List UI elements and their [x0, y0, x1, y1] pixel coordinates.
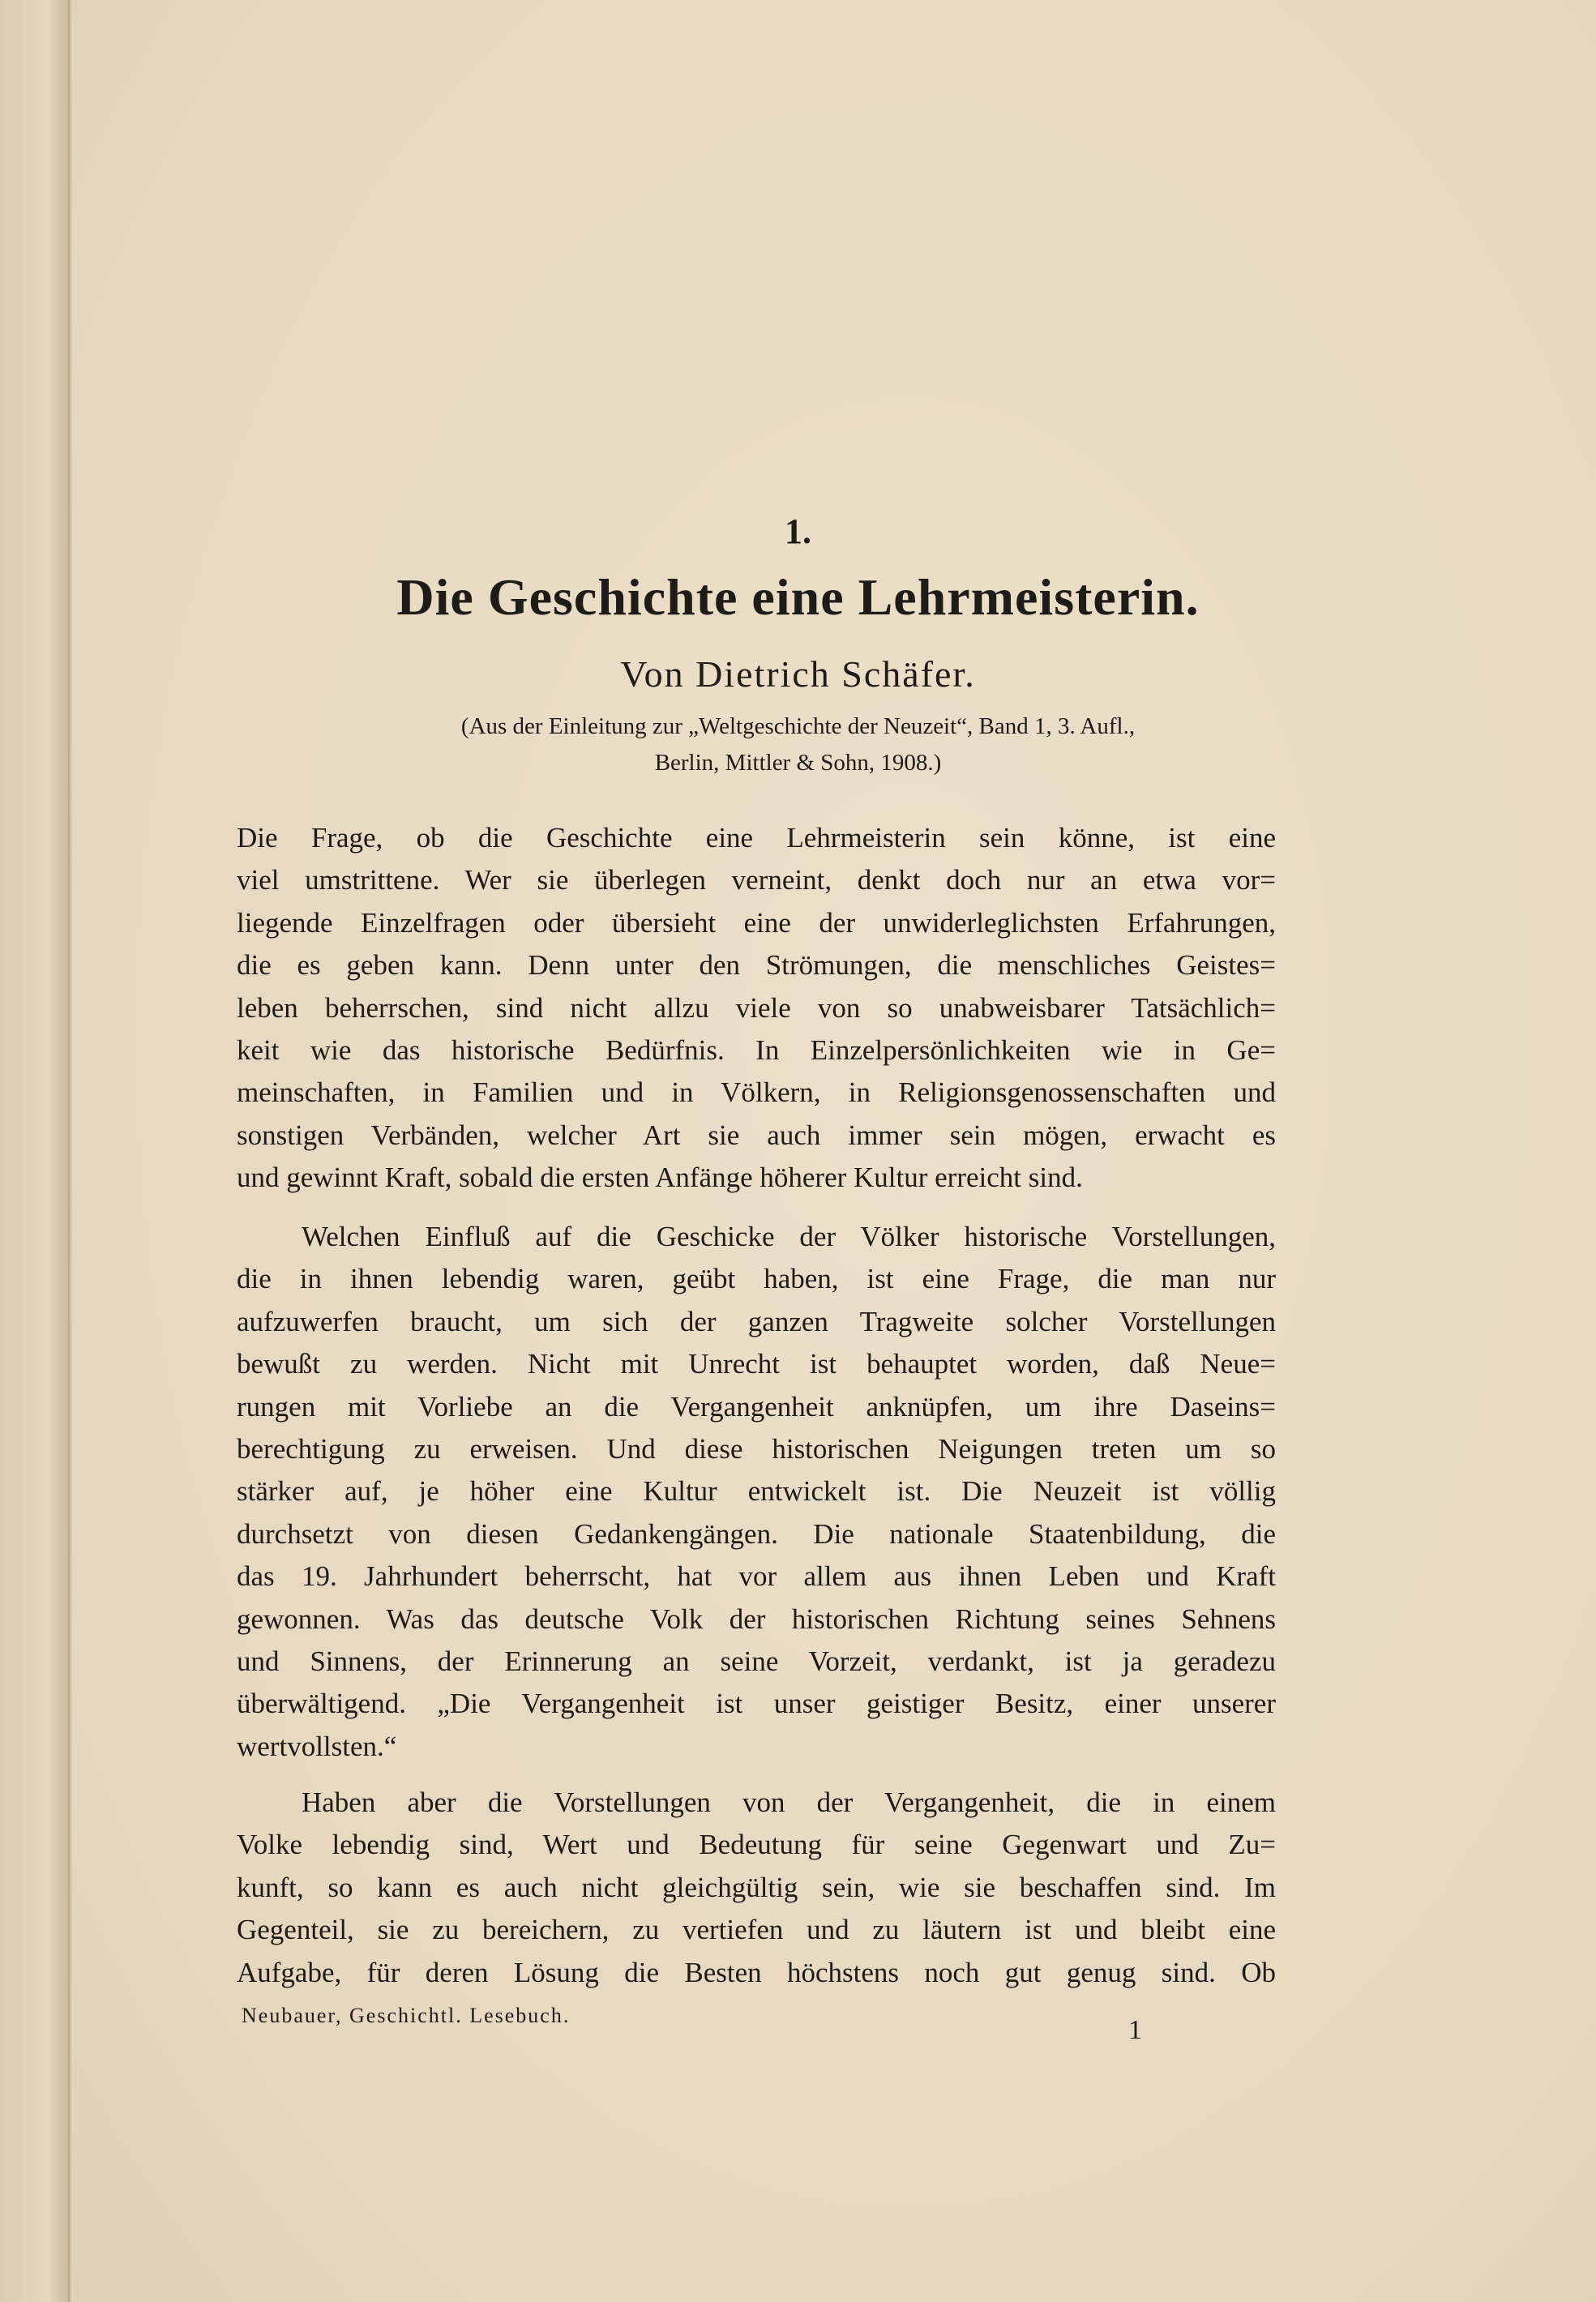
- text-line: Haben aber die Vorstellungen von der Vergangenheit, die in einem: [302, 1786, 1276, 1818]
- text-line: leben beherrschen, sind nicht allzu viele von so unabweisbarer Tatsächlich=: [237, 991, 1276, 1024]
- text-line: liegende Einzelfragen oder übersieht eine der unwiderleglichsten Erfahrungen,: [237, 906, 1276, 939]
- page-number: 1: [1128, 2015, 1142, 2045]
- text-line: die es geben kann. Denn unter den Strömungen, die menschliches Geistes=: [237, 949, 1276, 982]
- text-line: und Sinnens, der Erinnerung an seine Vorzeit, verdankt, ist ja geradezu: [237, 1645, 1276, 1677]
- signature-line: Neubauer, Geschichtl. Lesebuch.: [242, 2004, 571, 2027]
- text-line: wertvollsten.“: [237, 1730, 397, 1762]
- text-line: Welchen Einfluß auf die Geschicke der Völker historische Vorstellungen,: [302, 1221, 1276, 1252]
- text-line: sonstigen Verbänden, welcher Art sie auch immer sein mögen, erwacht es: [237, 1119, 1276, 1151]
- text-line: kunft, so kann es auch nicht gleichgültig sein, wie sie beschaffen sind. Im: [237, 1871, 1276, 1903]
- source-citation-line: (Aus der Einleitung zur „Weltgeschichte der Neuzeit“, Band 1, 3. Aufl.,: [460, 713, 1136, 739]
- author-line: Von Dietrich Schäfer.: [620, 653, 976, 695]
- text-line: Volke lebendig sind, Wert und Bedeutung für seine Gegenwart und Zu=: [237, 1829, 1276, 1861]
- text-line: rungen mit Vorliebe an die Vergangenheit anknüpfen, um ihre Daseins=: [237, 1390, 1276, 1423]
- text-line: gewonnen. Was das deutsche Volk der historischen Richtung seines Sehnens: [237, 1602, 1276, 1635]
- text-line: stärker auf, je höher eine Kultur entwickelt ist. Die Neuzeit ist völlig: [237, 1475, 1276, 1508]
- text-line: viel umstrittene. Wer sie überlegen verneint, denkt doch nur an etwa vor=: [237, 864, 1276, 896]
- text-line: Gegenteil, sie zu bereichern, zu vertiefen und zu läutern ist und bleibt eine: [237, 1914, 1276, 1946]
- text-line: und gewinnt Kraft, sobald die ersten Anfänge höherer Kultur erreicht sind.: [237, 1162, 1083, 1194]
- chapter-number: 1.: [785, 511, 811, 551]
- text-line: Aufgabe, für deren Lösung die Besten höchstens noch gut genug sind. Ob: [237, 1956, 1276, 1988]
- text-line: das 19. Jahrhundert beherrscht, hat vor allem aus ihnen Leben und Kraft: [237, 1560, 1276, 1593]
- text-line: berechtigung zu erweisen. Und diese historischen Neigungen treten um so: [237, 1433, 1276, 1465]
- text-line: bewußt zu werden. Nicht mit Unrecht ist behauptet worden, daß Neue=: [237, 1348, 1276, 1380]
- text-line: meinschaften, in Familien und in Völkern, in Religionsgenossenschaften und: [237, 1076, 1276, 1109]
- text-line: aufzuwerfen braucht, um sich der ganzen Tragweite solcher Vorstellungen: [237, 1305, 1276, 1337]
- text-line: überwältigend. „Die Vergangenheit ist unser geistiger Besitz, einer unserer: [237, 1688, 1276, 1720]
- text-line: die in ihnen lebendig waren, geübt haben, ist eine Frage, die man nur: [237, 1263, 1276, 1295]
- previous-page-edge: [0, 0, 68, 2302]
- chapter-title: Die Geschichte eine Lehrmeisterin.: [396, 568, 1200, 626]
- text-line: durchsetzt von diesen Gedankengängen. Die nationale Staatenbildung, die: [237, 1517, 1276, 1550]
- source-citation-line: Berlin, Mittler & Sohn, 1908.): [654, 750, 942, 776]
- text-line: Die Frage, ob die Geschichte eine Lehrmeisterin sein könne, ist eine: [237, 822, 1276, 854]
- text-line: keit wie das historische Bedürfnis. In Einzelpersönlichkeiten wie in Ge=: [237, 1034, 1276, 1066]
